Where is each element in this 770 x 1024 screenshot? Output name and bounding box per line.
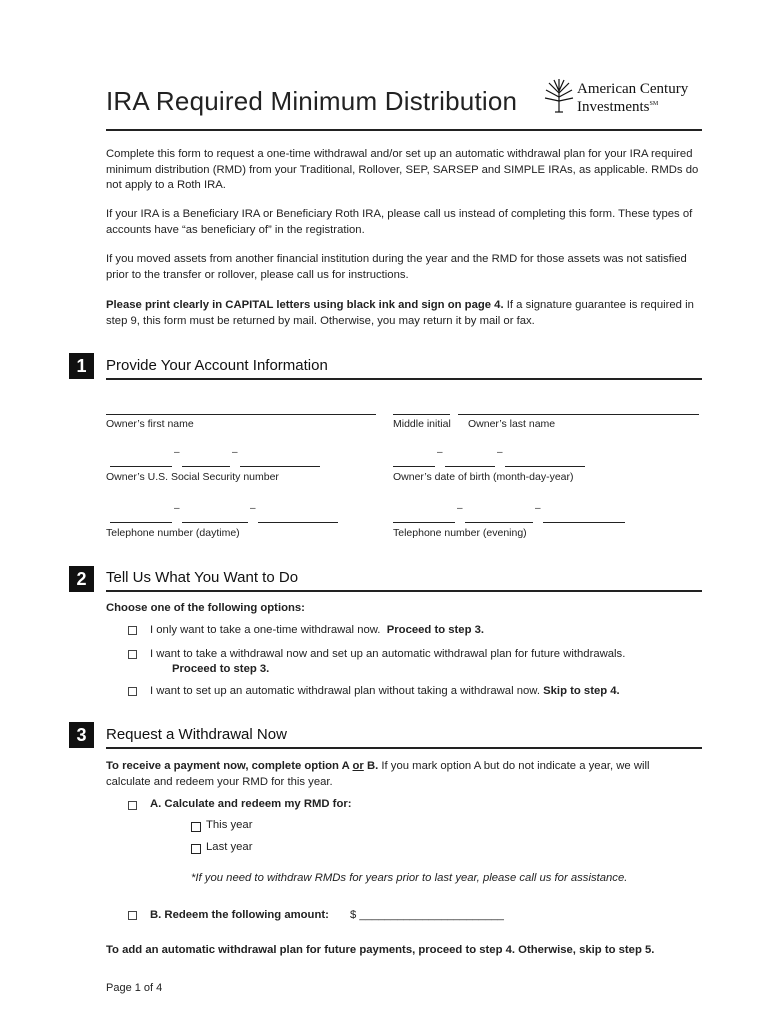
section-3-intro-bold-2: B. <box>363 760 379 772</box>
option-3-action: Skip to step 4. <box>543 685 620 697</box>
phone-day-label: Telephone number (daytime) <box>106 527 240 539</box>
print-instructions: Please print clearly in CAPITAL letters using black ink and sign on page 4. <box>106 299 504 311</box>
dob-day[interactable] <box>445 466 495 467</box>
section-3-title: Request a Withdrawal Now <box>106 726 287 743</box>
logo-mark: SM <box>649 101 659 107</box>
choose-option-label: Choose one of the following options: <box>106 602 305 614</box>
dob-dash-1: – <box>437 447 443 458</box>
phone-evening-dash-1: – <box>457 503 463 514</box>
phone-evening-prefix[interactable] <box>465 522 533 523</box>
option-2-text: I want to take a withdrawal now and set up an automatic withdrawal plan for future withdrawals. <box>150 648 626 660</box>
logo-line1: American Century <box>577 81 689 97</box>
header-rule <box>106 129 702 131</box>
page-number: Page 1 of 4 <box>106 982 163 994</box>
option-2-action: Proceed to step 3. <box>172 663 270 675</box>
ssn-dash-1: – <box>174 447 180 458</box>
option-3-label <box>150 685 620 697</box>
option-2-checkbox[interactable] <box>128 650 137 659</box>
option-1-checkbox[interactable] <box>128 626 137 635</box>
option-a-label: A. Calculate and redeem my RMD for: <box>150 798 352 810</box>
section-2-number: 2 <box>69 566 94 592</box>
section-3-intro-bold-1: To receive a payment now, complete option A <box>106 760 353 772</box>
section-2-title: Tell Us What You Want to Do <box>106 569 299 586</box>
page-title: IRA Required Minimum Distribution <box>106 86 518 116</box>
tree-logo-icon <box>543 79 575 113</box>
phone-day-area[interactable] <box>110 522 172 523</box>
option-3-checkbox[interactable] <box>128 687 137 696</box>
section-1-rule <box>106 378 702 380</box>
dob-year[interactable] <box>505 466 585 467</box>
ssn-part-2[interactable] <box>182 466 230 467</box>
this-year-checkbox[interactable] <box>191 822 201 832</box>
ssn-dash-2: – <box>232 447 238 458</box>
ssn-part-1[interactable] <box>110 466 172 467</box>
dob-month[interactable] <box>393 466 435 467</box>
phone-day-dash-1: – <box>174 503 180 514</box>
intro-paragraph-4 <box>106 298 706 329</box>
phone-evening-area[interactable] <box>393 522 455 523</box>
last-name-field[interactable] <box>458 414 699 415</box>
option-b-checkbox[interactable] <box>128 911 137 920</box>
phone-day-prefix[interactable] <box>182 522 248 523</box>
section-3-rule <box>106 747 702 749</box>
middle-initial-field[interactable] <box>393 414 450 415</box>
automatic-plan-note: To add an automatic withdrawal plan for future payments, proceed to step 4. Otherwise, skip to step 5. <box>106 944 655 956</box>
phone-day-line[interactable] <box>258 522 338 523</box>
intro-paragraph-3: If you moved assets from another financial institution during the year and the RMD for those assets was not satisfied prior to the transfer or rollover, please call us for instructions. <box>106 253 687 281</box>
option-1-text: I only want to take a one-time withdrawal now. <box>150 624 381 636</box>
return-instructions: If a signature guarantee is required in step 9, this form must be returned by mail. Otherwise, you may return it by mail or fax. <box>106 299 694 327</box>
middle-initial-label: Middle initial <box>393 418 451 430</box>
first-name-label: Owner’s first name <box>106 418 194 430</box>
last-name-label: Owner’s last name <box>468 418 556 430</box>
dob-label: Owner’s date of birth (month-day-year) <box>393 471 574 483</box>
ssn-label: Owner’s U.S. Social Security number <box>106 471 279 483</box>
ssn-part-3[interactable] <box>240 466 320 467</box>
section-3-intro-or: or <box>352 760 364 772</box>
this-year-label: This year <box>206 819 253 831</box>
prior-years-note: *If you need to withdraw RMDs for years prior to last year, please call us for assistance. <box>191 872 628 884</box>
section-3-intro-rest: If you mark option A but do not indicate a year, we will calculate and redeem your RMD for this year. <box>106 760 650 788</box>
intro-paragraph-2: If your IRA is a Beneficiary IRA or Beneficiary Roth IRA, please call us instead of completing this form. These types of accounts have “as beneficiary of” in the registration. <box>106 208 693 236</box>
phone-day-dash-2: – <box>250 503 256 514</box>
option-a-checkbox[interactable] <box>128 801 137 810</box>
option-3-text: I want to set up an automatic withdrawal plan without taking a withdrawal now. <box>150 685 540 697</box>
phone-evening-dash-2: – <box>535 503 541 514</box>
option-1-action: Proceed to step 3. <box>386 624 485 636</box>
last-year-checkbox[interactable] <box>191 844 201 854</box>
section-1-number: 1 <box>69 353 94 379</box>
option-1-label <box>150 624 484 636</box>
phone-evening-label: Telephone number (evening) <box>393 527 527 539</box>
intro-paragraph-1: Complete this form to request a one-time withdrawal and/or set up an automatic withdrawal plan for your IRA required minimum distribution (RMD) from your Traditional, Rollover, SEP, SARSEP and SIMPLE IRAs, as applicable. RMDs do not apply to a Roth IRA. <box>106 148 699 191</box>
section-3-number: 3 <box>69 722 94 748</box>
dob-dash-2: – <box>497 447 503 458</box>
first-name-field[interactable] <box>106 414 376 415</box>
company-logo <box>577 82 688 115</box>
section-1-title: Provide Your Account Information <box>106 357 328 374</box>
logo-line2: Investments <box>577 99 650 115</box>
amount-field[interactable]: $ _______________________ <box>350 909 504 921</box>
section-3-intro <box>106 759 696 790</box>
option-b-label: B. Redeem the following amount: <box>150 909 329 921</box>
phone-evening-line[interactable] <box>543 522 625 523</box>
last-year-label: Last year <box>206 841 253 853</box>
section-2-rule <box>106 590 702 592</box>
